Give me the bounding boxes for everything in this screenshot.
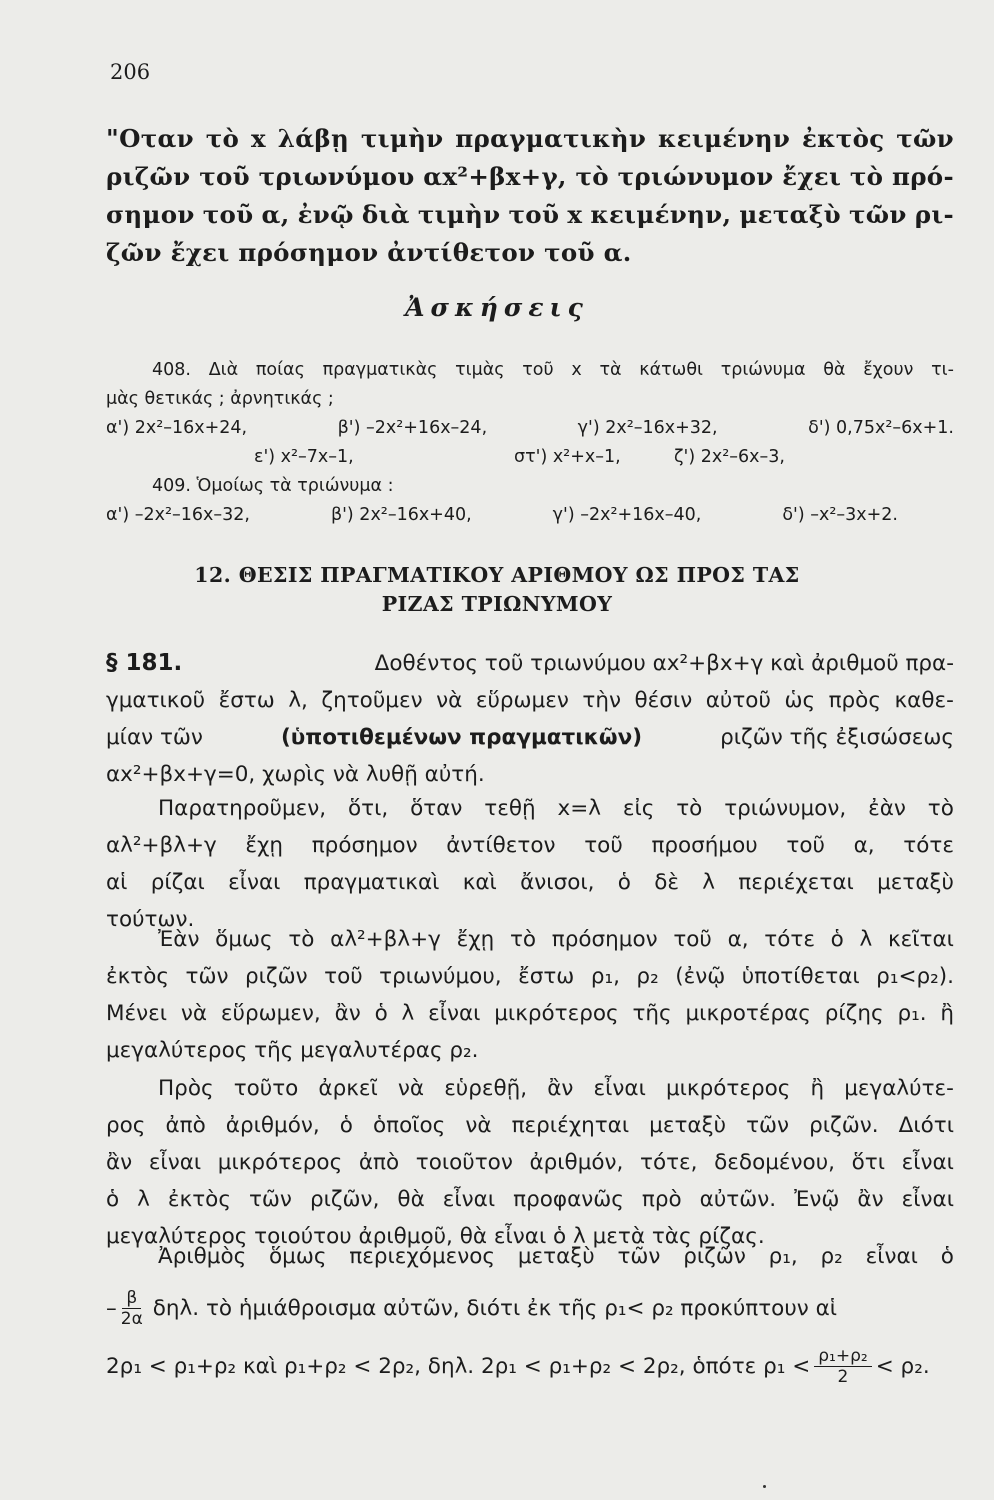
paragraph-line: γματικοῦ ἔστω λ, ζητοῦμεν νὰ εὕρωμεν τὴν θέσιν αὐτοῦ ὡς πρὸς καθε- (106, 688, 954, 713)
intro-line: ζῶν ἔχει πρόσημον ἀντίθετον τοῦ α. (106, 238, 632, 267)
exercise-line: μὰς θετικάς ; ἀρνητικάς ; (106, 389, 334, 409)
paragraph-3 (106, 921, 954, 1069)
paragraph-181 (106, 645, 954, 793)
paragraph-text (147, 1296, 954, 1321)
paragraph-text: μίαν τῶν (106, 725, 203, 750)
paragraph-line: αx²+βx+γ=0, χωρὶς νὰ λυθῇ αὐτή. (106, 762, 485, 787)
paragraph-text: < ρ₂. (875, 1353, 930, 1379)
section-number: § 181. (106, 650, 183, 676)
paragraph-line: ἂν εἶναι μικρότερος ἀπὸ τοιοῦτον ἀριθμόν, τότε, δεδομένου, ὅτι εἶναι (106, 1150, 954, 1175)
paragraph-line: Ἐὰν ὅμως τὸ αλ²+βλ+γ ἔχῃ τὸ πρόσημον τοῦ α, τότε ὁ λ κεῖται (158, 927, 954, 952)
paragraph-line: αἱ ρίζαι εἶναι πραγματικαὶ καὶ ἄνισοι, ὁ δὲ λ περιέχεται μεταξὺ (106, 870, 954, 895)
exercise-item: γ') –2x²+16x–40, (552, 505, 702, 525)
paragraph-line: Παρατηροῦμεν, ὅτι, ὅταν τεθῇ x=λ εἰς τὸ τριώνυμον, ἐὰν τὸ (158, 796, 954, 821)
exercise-item: β') 2x²–16x+40, (330, 505, 472, 525)
paragraph-line: Μένει νὰ εὕρωμεν, ἂν ὁ λ εἶναι μικρότερος τῆς μικροτέρας ρίζης ρ₁. ἢ (106, 1001, 954, 1026)
paragraph-line-with-fraction (106, 1279, 954, 1337)
exercise-item: α') –2x²–16x–32, (106, 505, 250, 525)
paragraph-line: ἐκτὸς τῶν ριζῶν τοῦ τριωνύμου, ἔστω ρ₁, ρ₂ (ἐνῷ ὑποτίθεται ρ₁<ρ₂). (106, 964, 954, 989)
paragraph-line: ρος ἀπὸ ἀριθμόν, ὁ ὁποῖος νὰ περιέχηται μεταξὺ τῶν ριζῶν. Διότι (106, 1113, 954, 1138)
paragraph-text: ριζῶν τῆς ἐξισώσεως (720, 725, 954, 750)
fraction-half-sum (814, 1346, 871, 1387)
fraction-beta-over-2alpha (121, 1288, 143, 1329)
paragraph-line: Πρὸς τοῦτο ἀρκεῖ νὰ εὑρεθῇ, ἂν εἶναι μικρότερος ἢ μεγαλύτε- (158, 1076, 954, 1101)
exercise-item: δ') –x²–3x+2. (782, 505, 898, 525)
exercise-item: α') 2x²–16x+24, (106, 418, 248, 438)
exercise-line: 408. Διὰ ποίας πραγματικὰς τιμὰς τοῦ x τὰ κάτωθι τριώνυμα θὰ ἔχουν τι- (152, 360, 954, 380)
paragraph-line: αλ²+βλ+γ ἔχῃ πρόσημον ἀντίθετον τοῦ προσήμου τοῦ α, τότε (106, 833, 954, 858)
emphasis-text: (ὑποτιθεμένων πραγματικῶν) (280, 725, 643, 750)
paragraph-2 (106, 790, 954, 938)
exercise-items-row (106, 414, 954, 443)
section-title-line-1: 12. ΘΕΣΙΣ ΠΡΑΓΜΑΤΙΚΟΥ ΑΡΙΘΜΟΥ ΩΣ ΠΡΟΣ ΤΑΣ (194, 563, 800, 587)
paragraph-line: μεγαλύτερος τῆς μεγαλυτέρας ρ₂. (106, 1038, 479, 1063)
paragraph-5 (106, 1238, 954, 1395)
paragraph-line-with-fraction (106, 1337, 954, 1395)
section-title-line-2: ΡΙΖΑΣ ΤΡΙΩΝΥΜΟΥ (381, 592, 613, 616)
exercise-408 (106, 356, 954, 472)
exercise-item: γ') 2x²–16x+32, (577, 418, 718, 438)
exercise-item: ε') x²–7x–1, (254, 447, 354, 467)
ink-speck (763, 1485, 766, 1488)
paragraph-line (106, 719, 954, 756)
paragraph-line: τούτων. (106, 907, 195, 932)
intro-statement (106, 120, 954, 272)
exercise-line: 409. Ὁμοίως τὰ τριώνυμα : (152, 476, 394, 496)
exercise-item: δ') 0,75x²–6x+1. (808, 418, 954, 438)
fraction-numerator: ρ₁+ρ₂ (814, 1346, 871, 1367)
exercise-item: β') –2x²+16x–24, (337, 418, 488, 438)
exercise-items-row (106, 501, 954, 530)
paragraph-text: 2ρ₁ < ρ₁+ρ₂ καὶ ρ₁+ρ₂ < 2ρ₂, δηλ. 2ρ₁ < ρ₁+ρ₂ < 2ρ₂, ὁπότε ρ₁ < (106, 1353, 811, 1379)
fraction-denominator: 2 (837, 1366, 849, 1387)
minus-sign: – (106, 1295, 117, 1321)
exercise-409 (106, 472, 954, 530)
exercise-item: στ') x²+x–1, (514, 447, 621, 467)
fraction-denominator: 2α (120, 1308, 143, 1329)
paragraph-line: Ἀριθμὸς ὅμως περιεχόμενος μεταξὺ τῶν ριζῶν ρ₁, ρ₂ εἶναι ὁ (158, 1244, 954, 1269)
paragraph-4 (106, 1070, 954, 1255)
exercises-heading: Ἀσκήσεις (405, 293, 589, 322)
exercise-items-row (106, 443, 954, 472)
paragraph-line (106, 645, 954, 682)
paragraph-text-content: δηλ. τὸ ἡμιάθροισμα αὐτῶν, διότι ἐκ τῆς ρ₁< ρ₂ προκύπτουν αἱ (152, 1295, 838, 1321)
fraction-numerator: β (122, 1288, 141, 1309)
exercise-item: ζ') 2x²–6x–3, (674, 447, 785, 467)
intro-line: σημον τοῦ α, ἐνῷ διὰ τιμὴν τοῦ x κειμένην, μεταξὺ τῶν ρι- (106, 200, 954, 229)
intro-line: ριζῶν τοῦ τριωνύμου αx²+βx+γ, τὸ τριώνυμον ἔχει τὸ πρό- (106, 162, 954, 191)
paragraph-text: Δοθέντος τοῦ τριωνύμου αx²+βx+γ καὶ ἀριθμοῦ πρα- (374, 651, 954, 676)
paragraph-line: μεγαλύτερος τοιούτου ἀριθμοῦ, θὰ εἶναι ὁ λ μετὰ τὰς ρίζας. (106, 1224, 765, 1249)
intro-line: "Οταν τὸ x λάβῃ τιμὴν πραγματικὴν κειμένην ἐκτὸς τῶν (106, 124, 954, 153)
page-number: 206 (110, 60, 151, 84)
paragraph-line: ὁ λ ἐκτὸς τῶν ριζῶν, θὰ εἶναι προφανῶς πρὸ αὐτῶν. Ἐνῷ ἂν εἶναι (106, 1187, 954, 1212)
